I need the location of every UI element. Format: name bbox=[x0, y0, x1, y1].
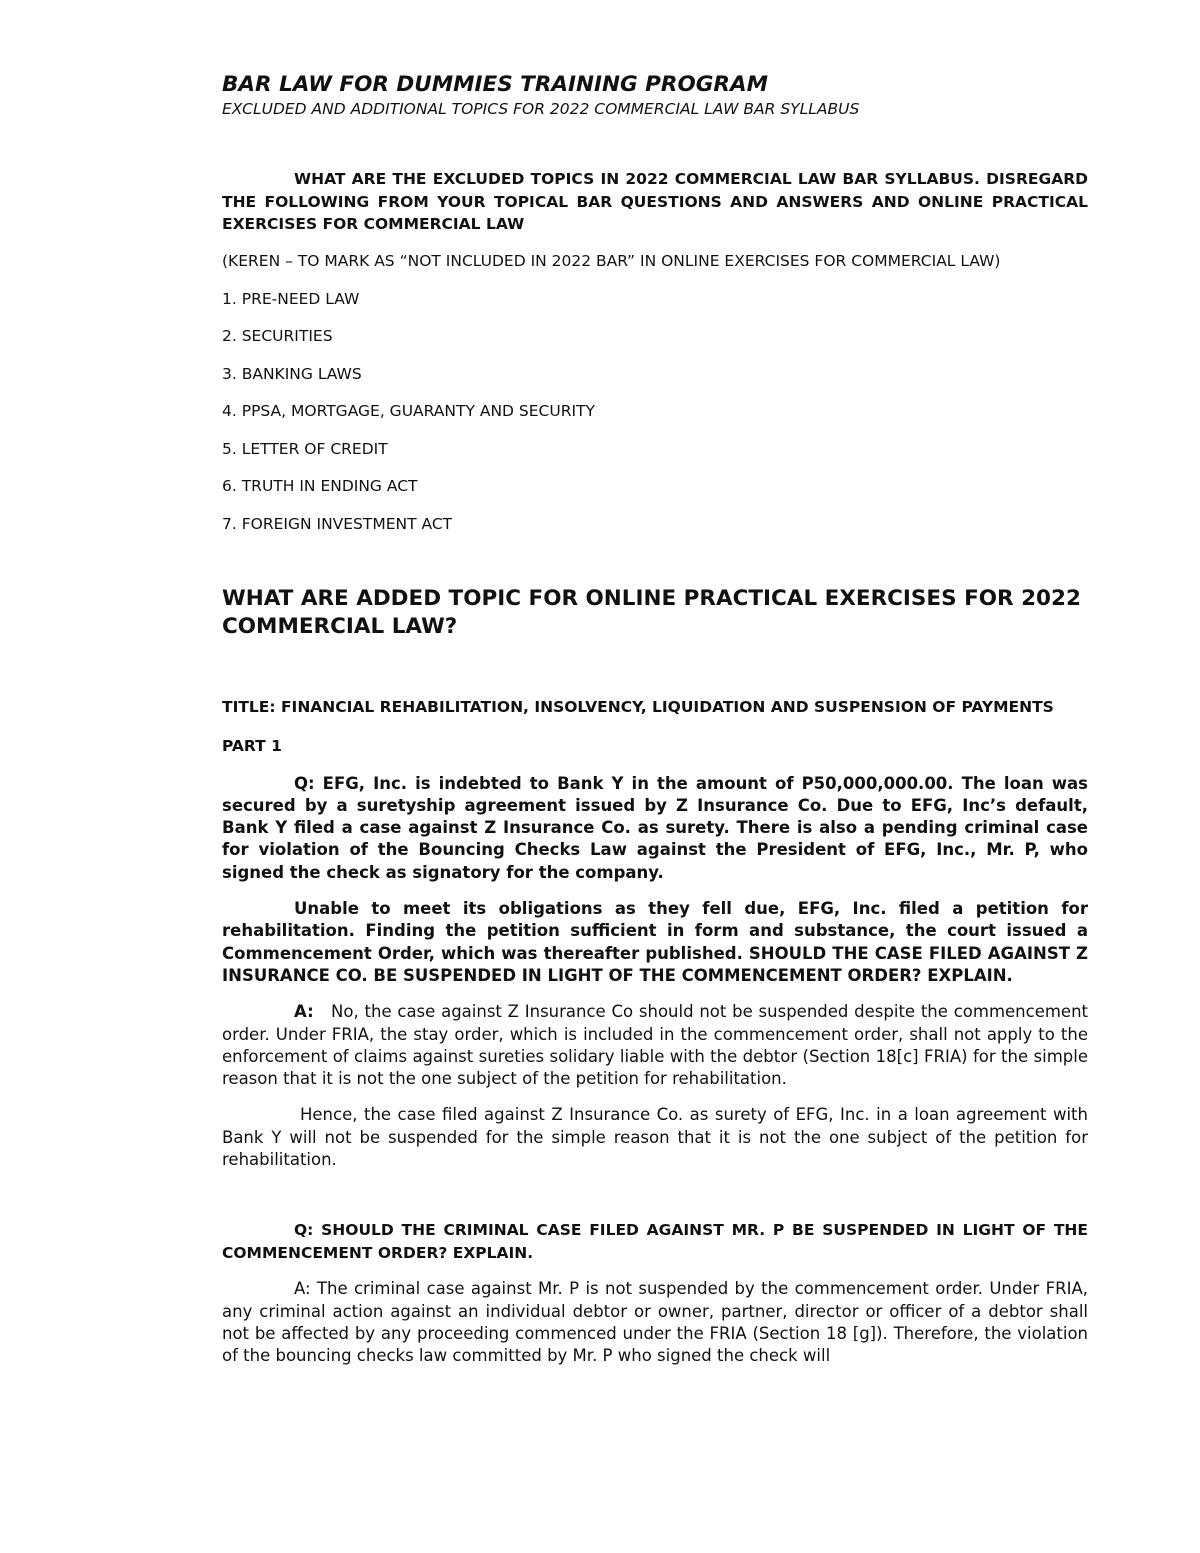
list-item: 4. PPSA, MORTGAGE, GUARANTY AND SECURITY bbox=[222, 402, 595, 421]
excluded-topics-note: (KEREN – TO MARK AS “NOT INCLUDED IN 2022 BAR” IN ONLINE EXERCISES FOR COMMERCIAL LAW) bbox=[222, 251, 1001, 270]
part-label: PART 1 bbox=[222, 736, 282, 755]
question-1-paragraph-2: Unable to meet its obligations as they fell due, EFG, Inc. filed a petition for rehabilitation. Finding the petition sufficient in form and substance, the court issued a Commencement Order, which was thereafter published. SHOULD THE CASE FILED AGAINST Z INSURANCE CO. BE SUSPENDED IN LIGHT OF THE COMMENCEMENT ORDER? EXPLAIN. bbox=[222, 899, 1088, 985]
added-topics-heading: WHAT ARE ADDED TOPIC FOR ONLINE PRACTICAL EXERCISES FOR 2022 COMMERCIAL LAW? bbox=[222, 586, 1081, 640]
list-item: 1. PRE-NEED LAW bbox=[222, 289, 360, 308]
list-item: 2. SECURITIES bbox=[222, 327, 333, 346]
document-subtitle: EXCLUDED AND ADDITIONAL TOPICS FOR 2022 COMMERCIAL LAW BAR SYLLABUS bbox=[222, 100, 860, 118]
document-body bbox=[222, 72, 1088, 1368]
answer-2: A: The criminal case against Mr. P is not suspended by the commencement order. Under FRIA, any criminal action against an individual debtor or owner, partner, director or officer of a debtor shall not be affected by any proceeding commenced under the FRIA (Section 18 [g]). Therefore, the violation of the bouncing checks law committed by Mr. P who signed the check will bbox=[222, 1279, 1088, 1366]
list-item: 3. BANKING LAWS bbox=[222, 364, 362, 383]
answer-1-paragraph-1 bbox=[222, 1001, 1088, 1090]
excluded-topics-list bbox=[222, 288, 1088, 536]
topic-title: TITLE: FINANCIAL REHABILITATION, INSOLVENCY, LIQUIDATION AND SUSPENSION OF PAYMENTS bbox=[222, 698, 1054, 717]
answer-1-paragraph-2: Hence, the case filed against Z Insurance Co. as surety of EFG, Inc. in a loan agreement with Bank Y will not be suspended for the simple reason that it is not the one subject of the petition for rehabilitation. bbox=[222, 1105, 1088, 1170]
question-2: Q: SHOULD THE CRIMINAL CASE FILED AGAINST MR. P BE SUSPENDED IN LIGHT OF THE COMMENCEMENT ORDER? EXPLAIN. bbox=[222, 1221, 1088, 1262]
answer-1-text: No, the case against Z Insurance Co should not be suspended despite the commencement order. Under FRIA, the stay order, which is included in the commencement order, shall not apply to the enforcement of claims against sureties solidary liable with the debtor (Section 18[c] FRIA) for the simple reason that it is not the one subject of the petition for rehabilitation. bbox=[222, 1002, 1088, 1089]
question-1-paragraph-1: Q: EFG, Inc. is indebted to Bank Y in the amount of P50,000,000.00. The loan was secured by a suretyship agreement issued by Z Insurance Co. Due to EFG, Inc’s default, Bank Y filed a case against Z Insurance Co. as surety. There is also a pending criminal case for violation of the Bouncing Checks Law against the President of EFG, Inc., Mr. P, who signed the check as signatory for the company. bbox=[222, 773, 1088, 882]
list-item: 7. FOREIGN INVESTMENT ACT bbox=[222, 515, 453, 534]
answer-label: A: bbox=[294, 1002, 314, 1022]
list-item: 6. TRUTH IN ENDING ACT bbox=[222, 477, 418, 496]
excluded-topics-heading: WHAT ARE THE EXCLUDED TOPICS IN 2022 COMMERCIAL LAW BAR SYLLABUS. DISREGARD THE FOLLOWING FROM YOUR TOPICAL BAR QUESTIONS AND ANSWERS AND ONLINE PRACTICAL EXERCISES FOR COMMERCIAL LAW bbox=[222, 170, 1088, 233]
list-item: 5. LETTER OF CREDIT bbox=[222, 439, 388, 458]
document-title: BAR LAW FOR DUMMIES TRAINING PROGRAM bbox=[222, 72, 768, 97]
